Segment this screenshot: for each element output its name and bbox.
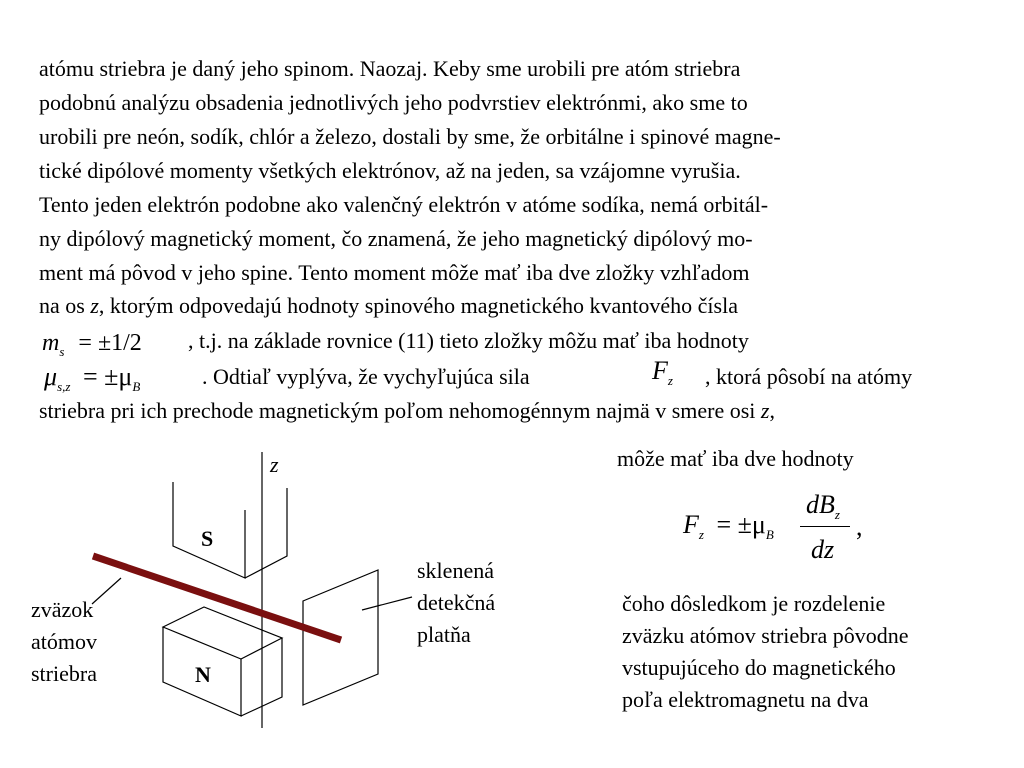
plate-label-line: sklenená — [417, 558, 494, 583]
beam-label-line: zväzok — [31, 597, 94, 622]
force-eq-denominator: dz — [811, 535, 835, 564]
text-line-11: striebra pri ich prechode magnetickým poľom nehomogénnym najmä v smere osi z, — [39, 398, 775, 423]
beam-label-line: striebra — [31, 661, 97, 686]
mu-formula: $\mu_{s,z} = \pm\mu_B$ — [44, 362, 141, 395]
ms-formula: $m_s = \pm 1/2$ — [42, 330, 142, 359]
fz-symbol: $F_z$ — [652, 356, 673, 389]
plate-label-line: platňa — [417, 622, 471, 647]
plate-label-line: detekčná — [417, 590, 496, 615]
right-paragraph-line: poľa elektromagnetu na dva — [622, 687, 869, 712]
text-line-3: urobili pre neón, sodík, chlór a železo, dostali by sme, že orbitálne i spinové magne- — [39, 124, 781, 149]
text-line-10b: , ktorá pôsobí na atómy — [705, 364, 913, 389]
beam-label-line: atómov — [31, 629, 97, 654]
text-line-8: na os z, ktorým odpovedajú hodnoty spinového magnetického kvantového čísla — [39, 293, 738, 318]
s-pole-label: S — [201, 526, 214, 551]
force-eq-comma: , — [856, 512, 863, 541]
plate-leader-line — [362, 597, 412, 610]
atom-beam — [93, 556, 341, 640]
force-eq-numerator: $dB_z$ — [806, 490, 840, 523]
right-top-text: môže mať iba dve hodnoty — [617, 446, 854, 471]
right-paragraph-line: zväzku atómov striebra pôvodne — [622, 623, 909, 648]
n-pole-label: N — [195, 662, 211, 687]
text-line-10a: . Odtiaľ vyplýva, že vychyľujúca sila — [202, 364, 530, 389]
force-eq-lhs: $F_z = \pm\mu_B$ — [683, 510, 774, 543]
text-line-9: , t.j. na základe rovnice (11) tieto zložky môžu mať iba hodnoty — [188, 328, 749, 353]
beam-label — [31, 594, 97, 690]
text-line-1: atómu striebra je daný jeho spinom. Naozaj. Keby sme urobili pre atóm striebra — [39, 56, 741, 81]
text-line-4: tické dipólové momenty všetkých elektrónov, až na jeden, sa vzájomne vyrušia. — [39, 158, 741, 183]
text-line-2: podobnú analýzu obsadenia jednotlivých jeho podvrstiev elektrónmi, ako sme to — [39, 90, 748, 115]
text-line-7: ment má pôvod v jeho spine. Tento moment môže mať iba dve zložky vzhľadom — [39, 260, 750, 285]
right-paragraph-line: čoho dôsledkom je rozdelenie — [622, 591, 886, 616]
plate-label — [417, 555, 495, 651]
s-pole-outline-right — [245, 488, 287, 578]
text-line-6: ny dipólový magnetický moment, čo znamená, že jeho magnetický dipólový mo- — [39, 226, 753, 251]
right-paragraph-line: vstupujúceho do magnetického — [622, 655, 896, 680]
text-line-5: Tento jeden elektrón podobne ako valenčný elektrón v atóme sodíka, nemá orbitál- — [39, 192, 769, 217]
z-axis-label: z — [270, 452, 279, 477]
